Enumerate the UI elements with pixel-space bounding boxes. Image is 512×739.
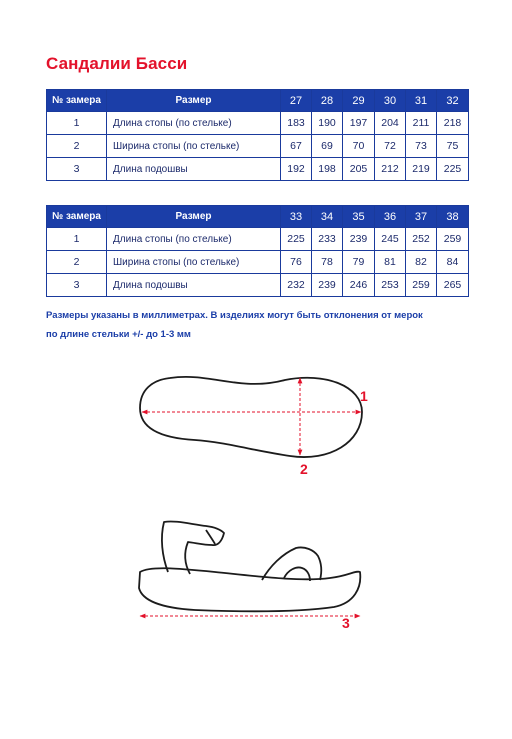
label-measure-2: 2 — [300, 461, 308, 477]
row-value: 259 — [437, 228, 469, 251]
row-value: 183 — [281, 112, 312, 135]
row-value: 73 — [406, 135, 437, 158]
row-value: 245 — [375, 228, 406, 251]
row-value: 192 — [281, 158, 312, 181]
row-number: 2 — [47, 251, 107, 274]
header-size-value: 34 — [312, 206, 343, 228]
row-value: 70 — [343, 135, 375, 158]
header-size-value: 28 — [312, 90, 343, 112]
row-value: 67 — [281, 135, 312, 158]
row-value: 78 — [312, 251, 343, 274]
row-value: 76 — [281, 251, 312, 274]
row-parameter: Ширина стопы (по стельке) — [107, 251, 281, 274]
page-title: Сандалии Басси — [46, 54, 188, 73]
row-value: 198 — [312, 158, 343, 181]
row-value: 225 — [437, 158, 469, 181]
row-value: 239 — [343, 228, 375, 251]
label-measure-1: 1 — [360, 388, 368, 404]
insole-outline-icon — [140, 377, 362, 457]
row-value: 190 — [312, 112, 343, 135]
header-size-value: 29 — [343, 90, 375, 112]
header-size-value: 35 — [343, 206, 375, 228]
header-size: Размер — [107, 206, 281, 228]
header-size-value: 30 — [375, 90, 406, 112]
row-value: 212 — [375, 158, 406, 181]
header-measure-number: № замера — [47, 90, 107, 112]
row-value: 225 — [281, 228, 312, 251]
row-value: 75 — [437, 135, 469, 158]
row-value: 72 — [375, 135, 406, 158]
row-number: 2 — [47, 135, 107, 158]
header-size-value: 27 — [281, 90, 312, 112]
row-parameter: Длина стопы (по стельке) — [107, 112, 281, 135]
row-value: 84 — [437, 251, 469, 274]
row-value: 79 — [343, 251, 375, 274]
row-value: 233 — [312, 228, 343, 251]
header-size-value: 38 — [437, 206, 469, 228]
label-measure-3: 3 — [342, 615, 350, 631]
row-value: 82 — [406, 251, 437, 274]
row-parameter: Длина стопы (по стельке) — [107, 228, 281, 251]
row-number: 1 — [47, 228, 107, 251]
note-line-2: по длине стельки +/- до 1-3 мм — [46, 329, 191, 340]
row-value: 204 — [375, 112, 406, 135]
row-value: 197 — [343, 112, 375, 135]
row-value: 211 — [406, 112, 437, 135]
header-size-value: 32 — [437, 90, 469, 112]
sandal-side-view-icon — [139, 521, 360, 611]
header-size: Размер — [107, 90, 281, 112]
row-value: 81 — [375, 251, 406, 274]
row-number: 3 — [47, 158, 107, 181]
row-value: 252 — [406, 228, 437, 251]
row-parameter: Длина подошвы — [107, 274, 281, 297]
row-parameter: Длина подошвы — [107, 158, 281, 181]
row-value: 69 — [312, 135, 343, 158]
header-measure-number: № замера — [47, 206, 107, 228]
header-size-value: 31 — [406, 90, 437, 112]
row-parameter: Ширина стопы (по стельке) — [107, 135, 281, 158]
row-number: 3 — [47, 274, 107, 297]
row-value: 219 — [406, 158, 437, 181]
header-size-value: 33 — [281, 206, 312, 228]
header-size-value: 37 — [406, 206, 437, 228]
row-value: 239 — [312, 274, 343, 297]
row-value: 205 — [343, 158, 375, 181]
row-value: 232 — [281, 274, 312, 297]
row-value: 259 — [406, 274, 437, 297]
row-value: 246 — [343, 274, 375, 297]
row-value: 253 — [375, 274, 406, 297]
row-value: 218 — [437, 112, 469, 135]
row-value: 265 — [437, 274, 469, 297]
header-size-value: 36 — [375, 206, 406, 228]
row-number: 1 — [47, 112, 107, 135]
note-line-1: Размеры указаны в миллиметрах. В изделиях могут быть отклонения от мерок — [46, 310, 423, 321]
